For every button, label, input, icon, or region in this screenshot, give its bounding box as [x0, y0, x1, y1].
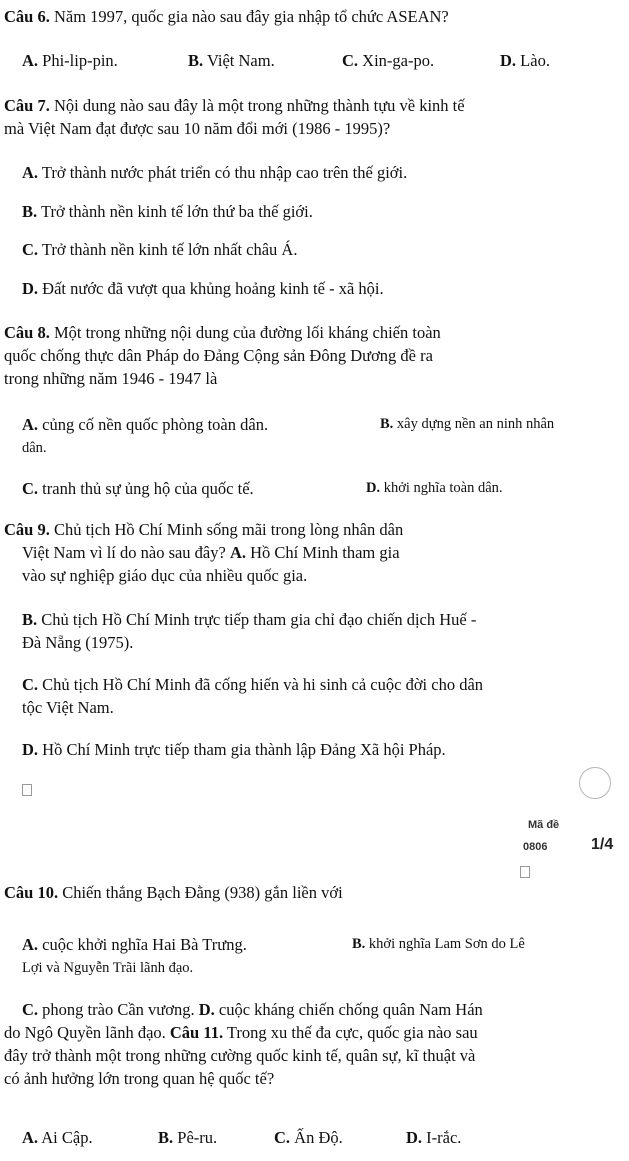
q6-option-d-text: Lào.: [516, 51, 550, 70]
q6-option-b: [188, 49, 275, 72]
question-11-stem-line1: [4, 1021, 478, 1044]
exam-code-value: 0806: [523, 841, 548, 853]
q6-option-c-text: Xin-ga-po.: [358, 51, 435, 70]
question-6-text: Năm 1997, quốc gia nào sau đây gia nhập tổ chức ASEAN?: [49, 7, 449, 26]
q11-option-b-text: Pê-ru.: [173, 1128, 218, 1147]
q9-option-c-text-1: Chủ tịch Hồ Chí Minh đã cống hiến và hi sinh cả cuộc đời cho dân: [38, 675, 484, 694]
q6-option-a: [22, 49, 118, 72]
q9-option-d-text: Hồ Chí Minh trực tiếp tham gia thành lập Đảng Xã hội Pháp.: [38, 740, 446, 759]
question-11-stem-line3: có ảnh hưởng lớn trong quan hệ quốc tế?: [4, 1069, 275, 1088]
q7-option-d-text: Đất nước đã vượt qua khủng hoảng kinh tế - xã hội.: [38, 279, 384, 298]
q8-option-b-label: B.: [380, 416, 394, 432]
question-9-text-1: Chủ tịch Hồ Chí Minh sống mãi trong lòng nhân dân: [49, 520, 404, 539]
q7-option-c-label: C.: [22, 240, 39, 259]
q8-option-a: [22, 413, 268, 436]
q9-option-b-label: B.: [22, 610, 38, 629]
q8-option-a-label: A.: [22, 415, 39, 434]
q7-option-b-label: B.: [22, 202, 38, 221]
question-7-stem-line2: mà Việt Nam đạt được sau 10 năm đổi mới (1986 - 1995)?: [4, 119, 391, 138]
q9-option-b: [22, 608, 476, 631]
question-9-stem-line2: [22, 541, 400, 564]
placeholder-box-right: [520, 866, 530, 878]
question-10-text: Chiến thắng Bạch Đằng (938) gắn liền với: [58, 883, 343, 902]
q10-option-d-text-1: cuộc kháng chiến chống quân Nam Hán: [214, 1000, 483, 1019]
q6-option-b-label: B.: [188, 51, 204, 70]
exam-code-label: Mã đề: [528, 819, 560, 831]
q10-option-c-text: phong trào Cần vương.: [38, 1000, 195, 1019]
q11-option-b-label: B.: [158, 1128, 174, 1147]
q9-option-a-text-1: Hồ Chí Minh tham gia: [246, 543, 400, 562]
q10-option-a: [22, 933, 247, 956]
q8-option-a-text: củng cố nền quốc phòng toàn dân.: [38, 415, 269, 434]
q10-option-c-label: C.: [22, 1000, 39, 1019]
q9-option-b-text-1: Chủ tịch Hồ Chí Minh trực tiếp tham gia chỉ đạo chiến dịch Huế -: [37, 610, 477, 629]
q6-option-a-text: Phi-lip-pin.: [38, 51, 118, 70]
q7-option-b-text: Trở thành nền kinh tế lớn thứ ba thế giới.: [37, 202, 313, 221]
q11-option-c-text: Ấn Độ.: [290, 1128, 343, 1147]
q10-option-d-text-2: do Ngô Quyền lãnh đạo.: [4, 1023, 166, 1042]
q9-option-a-text-2: vào sự nghiệp giáo dục của nhiều quốc gia.: [22, 566, 308, 585]
placeholder-box-left: [22, 784, 32, 796]
q6-option-d: [500, 49, 550, 72]
question-10-label: Câu 10.: [4, 883, 59, 902]
q8-option-c: [22, 477, 254, 500]
q11-option-d-text: I-rắc.: [422, 1128, 462, 1147]
question-6-stem: [4, 5, 449, 28]
q7-option-d-label: D.: [22, 279, 39, 298]
question-8-stem-line2: quốc chống thực dân Pháp do Đảng Cộng sản Đông Dương đề ra: [4, 346, 433, 365]
q10-option-a-label: A.: [22, 935, 39, 954]
q7-option-a: [22, 161, 407, 184]
circle-mark-icon: [579, 767, 611, 799]
q6-option-c: [342, 49, 434, 72]
q9-option-c-label: C.: [22, 675, 39, 694]
question-11-label: Câu 11.: [169, 1023, 224, 1042]
q10-option-b-text-2: Lợi và Nguyễn Trãi lãnh đạo.: [22, 960, 194, 976]
q9-option-d-label: D.: [22, 740, 39, 759]
page-number: 1/4: [591, 836, 614, 853]
question-10-stem: [4, 881, 343, 904]
q7-option-a-label: A.: [22, 163, 39, 182]
q10-option-b: [352, 933, 525, 956]
q11-option-d: [406, 1126, 461, 1149]
q10-option-d-label: D.: [198, 1000, 215, 1019]
question-11-stem-line2: đây trở thành một trong những cường quốc kinh tế, quân sự, kĩ thuật và: [4, 1046, 476, 1065]
question-9-label: Câu 9.: [4, 520, 50, 539]
q11-option-a-label: A.: [22, 1128, 39, 1147]
q10-option-a-text: cuộc khởi nghĩa Hai Bà Trưng.: [38, 935, 247, 954]
q8-option-c-label: C.: [22, 479, 39, 498]
question-8-label: Câu 8.: [4, 323, 50, 342]
q9-option-d: [22, 738, 446, 761]
q10-option-b-label: B.: [352, 936, 366, 952]
q7-option-c: [22, 238, 297, 261]
q10-option-c-d-line: [22, 998, 483, 1021]
q8-option-b: [380, 413, 554, 436]
question-11-text-1: Trong xu thế đa cực, quốc gia nào sau: [223, 1023, 478, 1042]
q11-option-c-label: C.: [274, 1128, 291, 1147]
q11-option-a-text: Ai Cập.: [38, 1128, 93, 1147]
q7-option-d: [22, 277, 384, 300]
q11-option-d-label: D.: [406, 1128, 423, 1147]
q8-option-d: [366, 477, 503, 500]
q8-option-b-text-2: dân.: [22, 440, 47, 456]
q11-option-a: [22, 1126, 93, 1149]
q8-option-d-text: khởi nghĩa toàn dân.: [380, 480, 503, 496]
question-8-text-1: Một trong những nội dung của đường lối kháng chiến toàn: [49, 323, 441, 342]
q6-option-b-text: Việt Nam.: [203, 51, 275, 70]
question-9-text-2: Việt Nam vì lí do nào sau đây?: [22, 543, 230, 562]
q7-option-c-text: Trở thành nền kinh tế lớn nhất châu Á.: [38, 240, 298, 259]
q7-option-a-text: Trở thành nước phát triển có thu nhập cao trên thế giới.: [38, 163, 408, 182]
q11-option-c: [274, 1126, 343, 1149]
question-7-label: Câu 7.: [4, 96, 50, 115]
q11-option-b: [158, 1126, 217, 1149]
q8-option-d-label: D.: [366, 480, 381, 496]
question-8-stem-line3: trong những năm 1946 - 1947 là: [4, 369, 218, 388]
q6-option-a-label: A.: [22, 51, 39, 70]
q6-option-d-label: D.: [500, 51, 517, 70]
q6-option-c-label: C.: [342, 51, 359, 70]
q8-option-c-text: tranh thủ sự ủng hộ của quốc tế.: [38, 479, 254, 498]
question-7-text-1: Nội dung nào sau đây là một trong những thành tựu về kinh tế: [49, 96, 465, 115]
q9-option-c: [22, 673, 483, 696]
question-6-label: Câu 6.: [4, 7, 50, 26]
q8-option-b-text-1: xây dựng nền an ninh nhân: [393, 416, 555, 432]
q9-option-c-text-2: tộc Việt Nam.: [22, 698, 114, 717]
q9-option-a-label: A.: [229, 543, 247, 562]
q9-option-b-text-2: Đà Nẵng (1975).: [22, 633, 134, 652]
q10-option-b-text-1: khởi nghĩa Lam Sơn do Lê: [365, 936, 525, 952]
question-8-stem-line1: [4, 321, 441, 344]
question-9-stem-line1: [4, 518, 403, 541]
question-7-stem-line1: [4, 94, 465, 117]
q7-option-b: [22, 200, 313, 223]
